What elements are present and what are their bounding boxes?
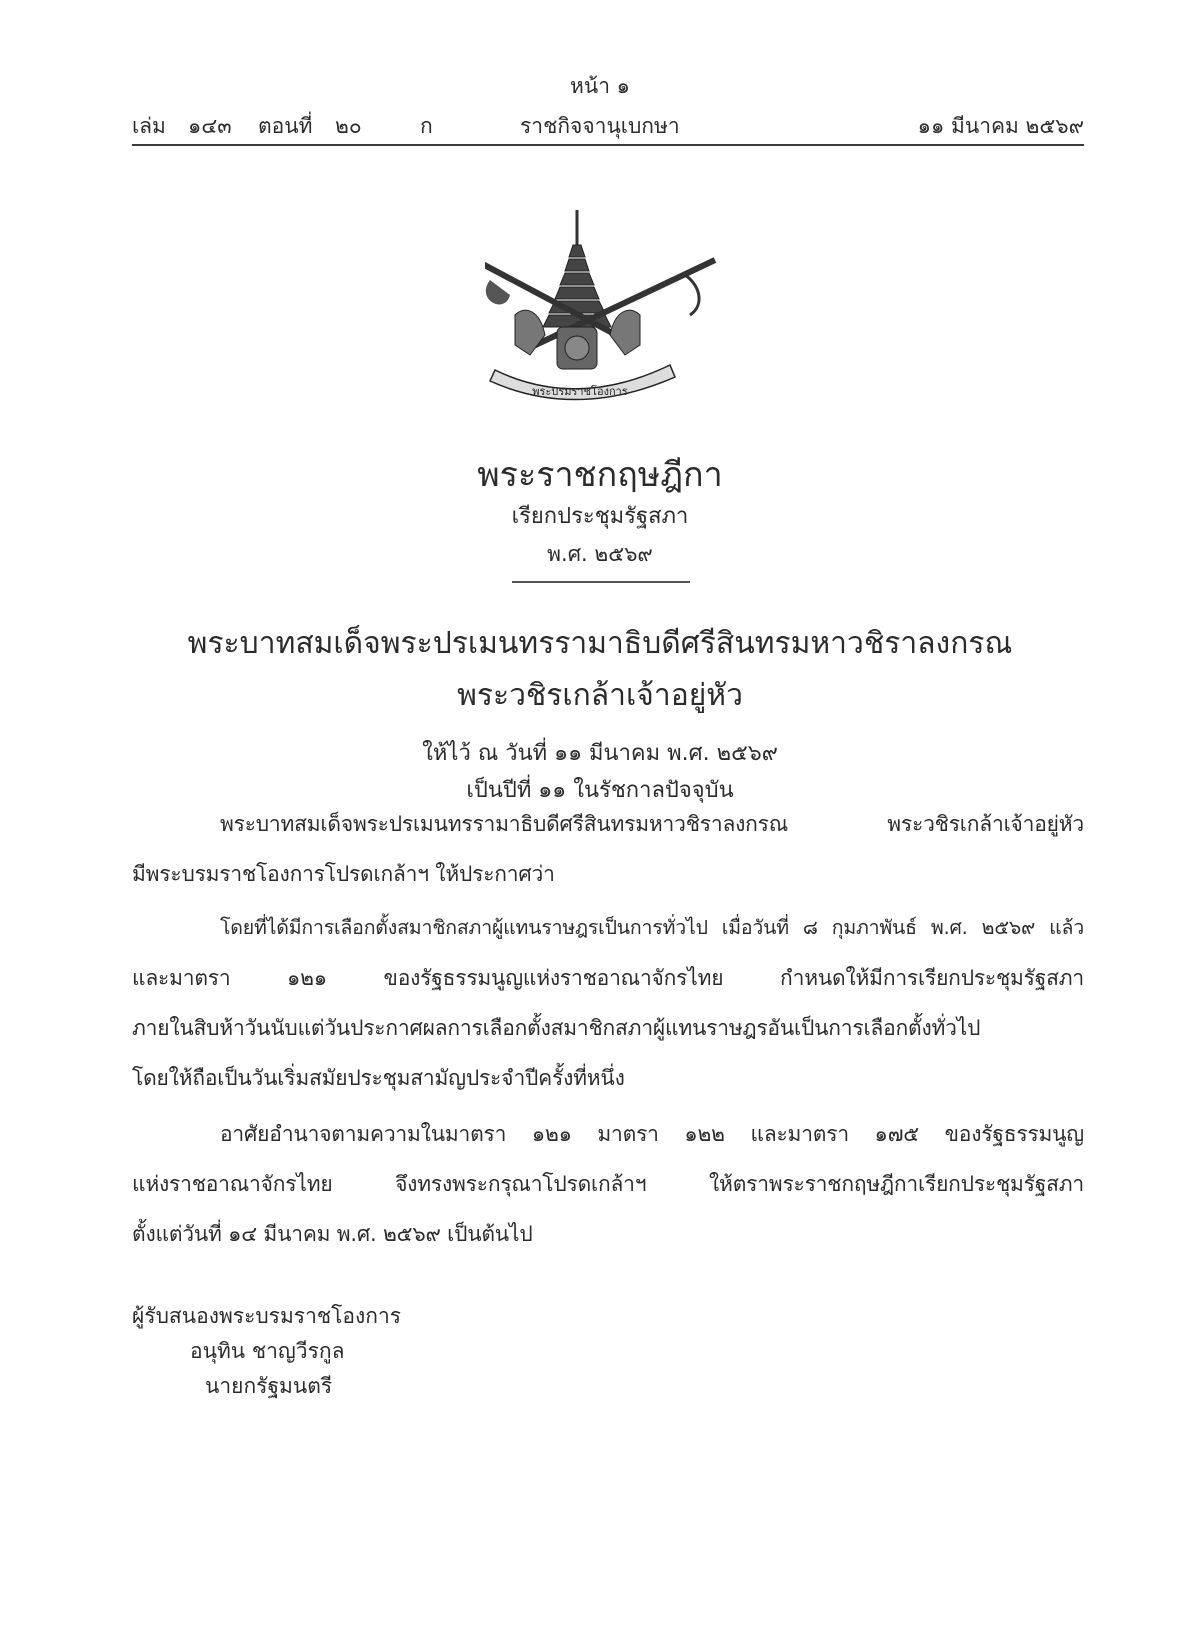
section-number: ๒๐ (335, 114, 362, 138)
paragraph-2-line-2: และมาตรา ๑๒๑ ของรัฐธรรมนูญแห่งราชอาณาจักรไทย กำหนดให้มีการเรียกประชุมรัฐสภา (132, 966, 1084, 990)
publication-date: ๑๑ มีนาคม ๒๕๖๙ (917, 114, 1084, 138)
title-divider (512, 581, 690, 583)
decree-year: พ.ศ. ๒๕๖๙ (547, 542, 653, 566)
paragraph-1-line-1: พระบาทสมเด็จพระปรเมนทรรามาธิบดีศรีสินทรมหาวชิราลงกรณ พระวชิรเกล้าเจ้าอยู่หัว (220, 812, 1084, 836)
paragraph-3-line-1: อาศัยอำนาจตามความในมาตรา ๑๒๑ มาตรา ๑๒๒ และมาตรา ๑๗๕ ของรัฐธรรมนูญ (220, 1122, 1084, 1146)
decree-subject: เรียกประชุมรัฐสภา (511, 504, 689, 529)
king-name-line-2: พระวชิรเกล้าเจ้าอยู่หัว (457, 678, 743, 713)
given-date: ให้ไว้ ณ วันที่ ๑๑ มีนาคม พ.ศ. ๒๕๖๙ (422, 741, 778, 766)
volume-number: ๑๔๓ (188, 114, 232, 138)
paragraph-3-line-3: ตั้งแต่วันที่ ๑๔ มีนาคม พ.ศ. ๒๕๖๙ เป็นต้นไป (132, 1222, 533, 1246)
paragraph-1-line-2: มีพระบรมราชโองการโปรดเกล้าฯ ให้ประกาศว่า (132, 862, 555, 886)
section-letter: ก (420, 114, 433, 138)
royal-emblem-icon (485, 205, 725, 405)
decree-title: พระราชกฤษฎีกา (477, 455, 723, 495)
section-label: ตอนที่ (258, 114, 313, 138)
page-number: หน้า ๑ (570, 74, 630, 98)
paragraph-2-line-4: โดยให้ถือเป็นวันเริ่มสมัยประชุมสามัญประจำปีครั้งที่หนึ่ง (132, 1066, 625, 1090)
publication-name: ราชกิจจานุเบกษา (520, 114, 680, 138)
paragraph-3-line-2: แห่งราชอาณาจักรไทย จึงทรงพระกรุณาโปรดเกล้าฯ ให้ตราพระราชกฤษฎีกาเรียกประชุมรัฐสภา (132, 1172, 1084, 1196)
king-name-line-1: พระบาทสมเด็จพระปรเมนทรรามาธิบดีศรีสินทรมหาวชิราลงกรณ (187, 626, 1013, 661)
header-rule (132, 144, 1084, 146)
reign-year: เป็นปีที่ ๑๑ ในรัชกาลปัจจุบัน (466, 778, 734, 803)
countersign-label: ผู้รับสนองพระบรมราชโองการ (132, 1304, 402, 1328)
signatory-position: นายกรัฐมนตรี (205, 1374, 333, 1398)
svg-text:พระบรมราชโองการ: พระบรมราชโองการ (532, 385, 628, 398)
paragraph-2-line-3: ภายในสิบห้าวันนับแต่วันประกาศผลการเลือกตั้งสมาชิกสภาผู้แทนราษฎรอันเป็นการเลือกตั้งทั่วไป (132, 1016, 981, 1040)
volume-label: เล่ม (132, 114, 166, 138)
paragraph-2-line-1: โดยที่ได้มีการเลือกตั้งสมาชิกสภาผู้แทนราษฎรเป็นการทั่วไป เมื่อวันที่ ๘ กุมภาพันธ์ พ.ศ. ๒๕๖๙ แล้ว (220, 916, 1084, 939)
signatory-name: อนุทิน ชาญวีรกูล (190, 1339, 345, 1363)
